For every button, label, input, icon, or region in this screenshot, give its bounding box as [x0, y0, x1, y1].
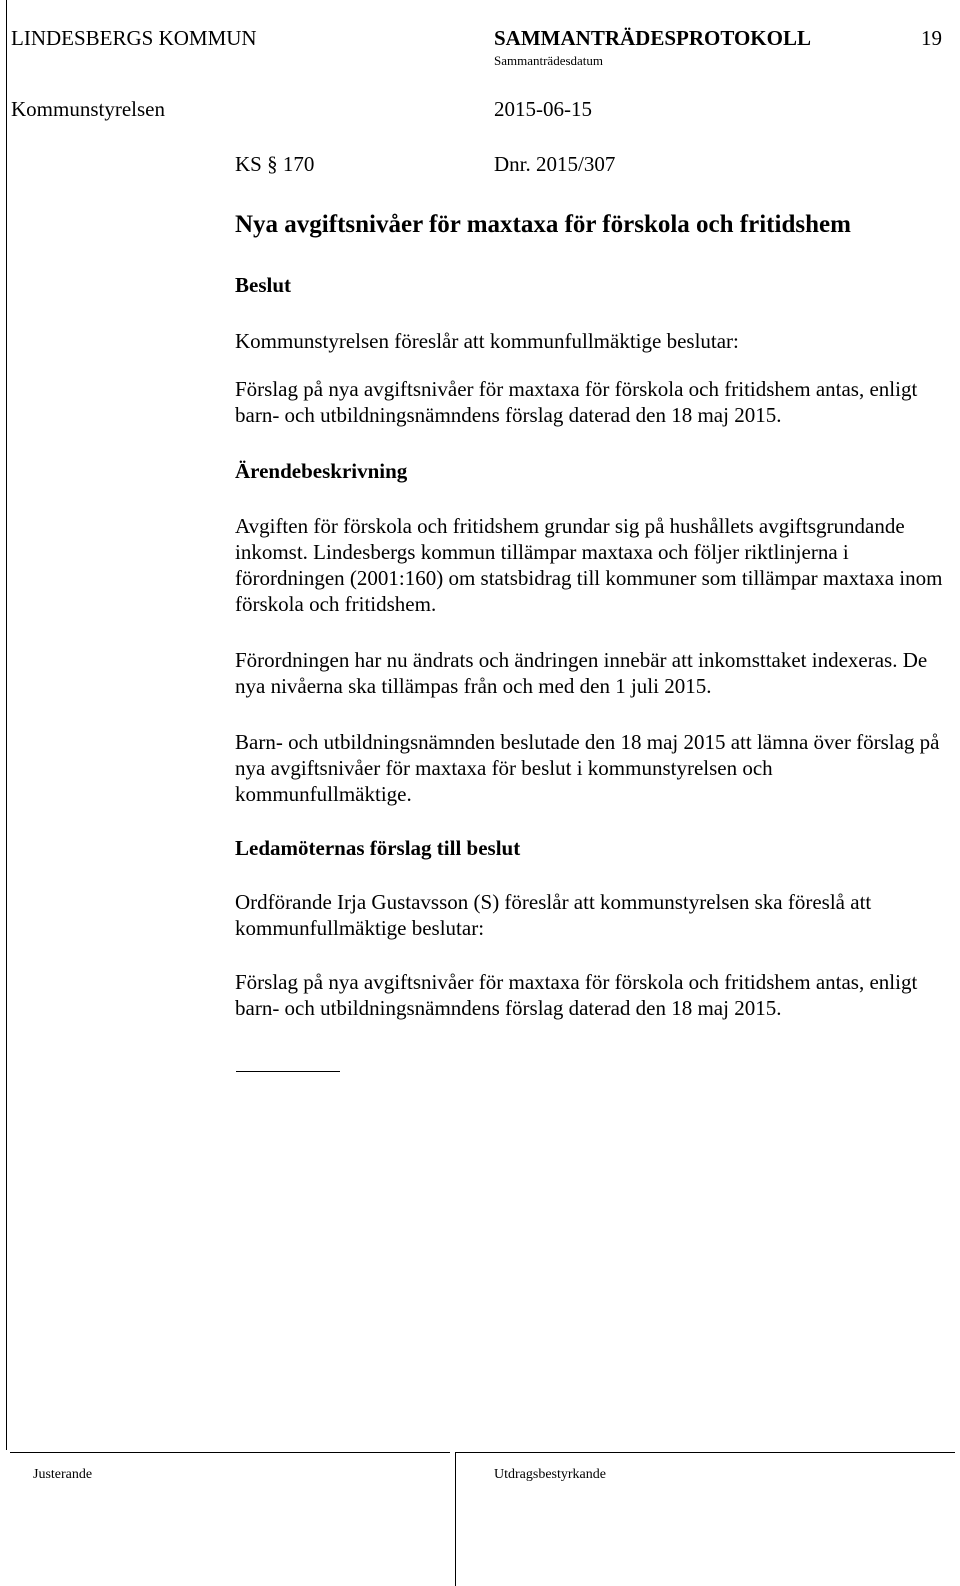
page-number: 19	[921, 26, 942, 50]
document-type: SAMMANTRÄDESPROTOKOLL	[494, 26, 811, 50]
beslut-intro: Kommunstyrelsen föreslår att kommunfullmäktige beslutar:	[235, 329, 739, 353]
case-number: KS § 170	[235, 152, 315, 176]
page-title: Nya avgiftsnivåer för maxtaxa för förskola och fritidshem	[235, 211, 851, 238]
left-margin-line	[6, 0, 7, 1450]
arende-paragraph-3: Barn- och utbildningsnämnden beslutade den 18 maj 2015 att lämna över förslag på nya avgiftsnivåer för maxtaxa för beslut i kommunstyrelsen och kommunfullmäktige.	[235, 730, 940, 806]
footer-utdragsbestyrkande-label: Utdragsbestyrkande	[494, 1467, 606, 1482]
date-label: Sammanträdesdatum	[494, 53, 604, 68]
footer-rule-right	[455, 1452, 955, 1453]
section-heading-ledamoter: Ledamöternas förslag till beslut	[235, 836, 521, 860]
section-heading-arendebeskrivning: Ärendebeskrivning	[235, 459, 408, 483]
section-end-rule	[236, 1071, 340, 1072]
ledamoter-paragraph-2: Förslag på nya avgiftsnivåer för maxtaxa för förskola och fritidshem antas, enligt barn- och utbildningsnämndens förslag daterad den 18 maj 2015.	[235, 970, 918, 1020]
municipality-name: LINDESBERGS KOMMUN	[11, 26, 257, 50]
diary-number: Dnr. 2015/307	[494, 152, 616, 176]
ledamoter-paragraph-1: Ordförande Irja Gustavsson (S) föreslår att kommunstyrelsen ska föreslå att kommunfullmäktige beslutar:	[235, 890, 872, 940]
footer-divider	[455, 1452, 456, 1586]
footer-rule-left	[10, 1452, 450, 1453]
committee-name: Kommunstyrelsen	[11, 97, 165, 121]
section-heading-beslut: Beslut	[235, 273, 292, 297]
meeting-date: 2015-06-15	[494, 97, 592, 121]
arende-paragraph-2: Förordningen har nu ändrats och ändringen innebär att inkomsttaket indexeras. De nya nivåerna ska tillämpas från och med den 1 juli 2015.	[235, 648, 928, 698]
beslut-proposal: Förslag på nya avgiftsnivåer för maxtaxa för förskola och fritidshem antas, enligt barn- och utbildningsnämndens förslag daterad den 18 maj 2015.	[235, 377, 918, 427]
arende-paragraph-1: Avgiften för förskola och fritidshem grundar sig på hushållets avgiftsgrundande inkomst. Lindesbergs kommun tillämpar maxtaxa och följer riktlinjerna i förordningen (2001:160) om statsbidrag till kommuner som tillämpar maxtaxa inom förskola och fritidshem.	[235, 514, 943, 616]
footer-justerande-label: Justerande	[33, 1467, 93, 1482]
